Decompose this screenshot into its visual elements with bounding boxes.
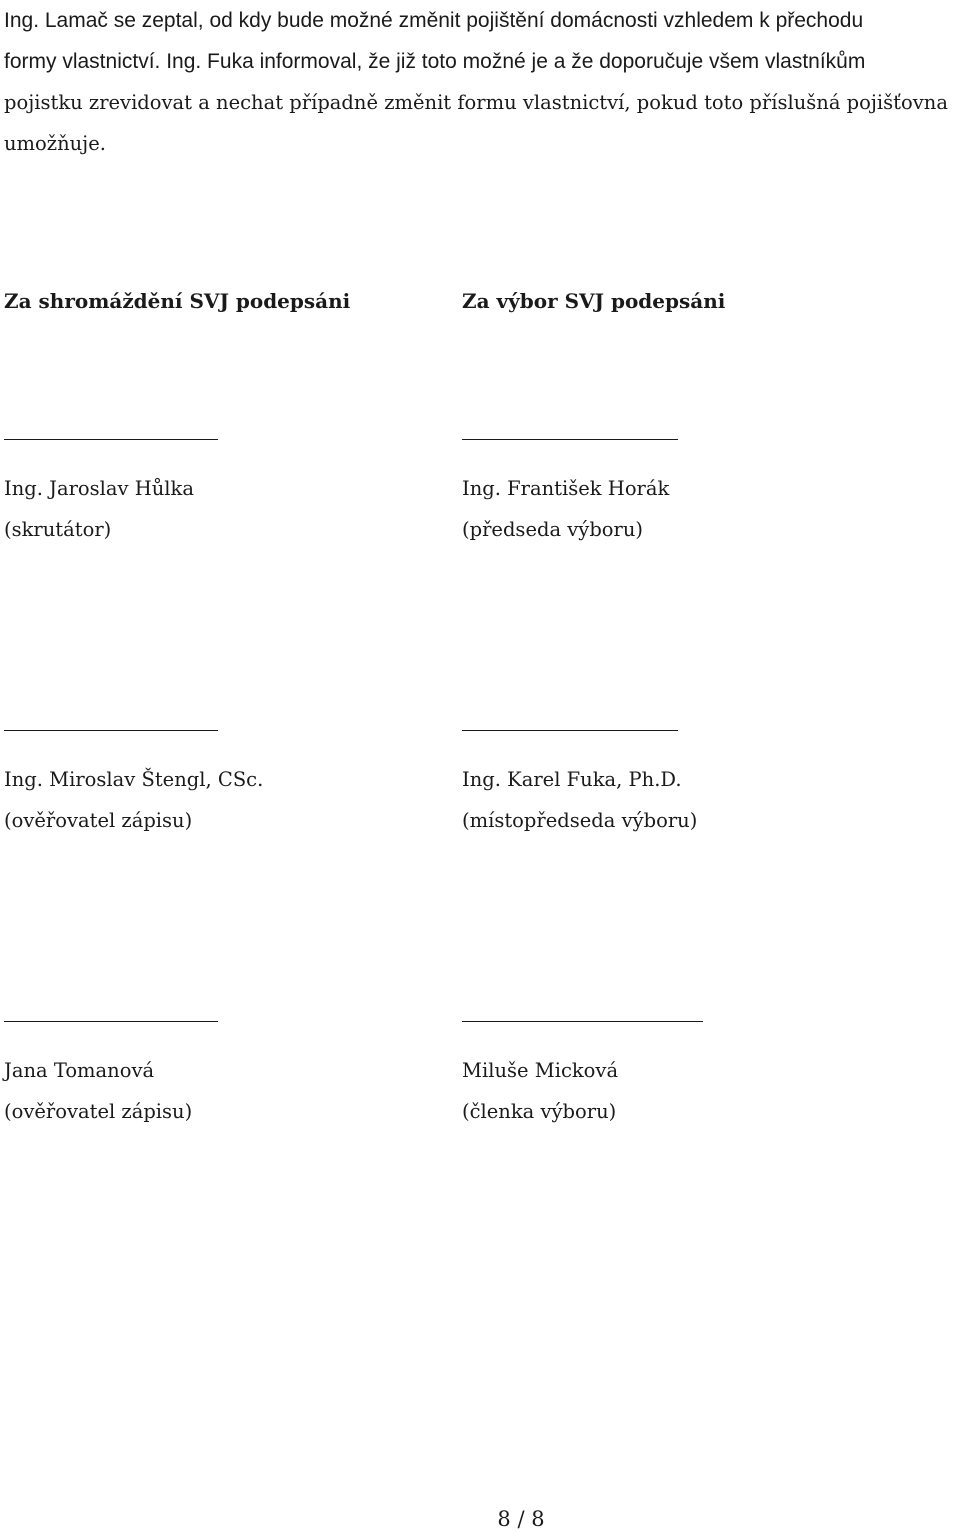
signatory-name: Ing. František Horák xyxy=(462,477,670,500)
signature-line xyxy=(462,1021,703,1022)
signatory-name: Ing. Jaroslav Hůlka xyxy=(4,477,194,500)
minutes-paragraph xyxy=(4,0,960,164)
signatory-role: (členka výboru) xyxy=(462,1100,617,1123)
signature-line xyxy=(4,1021,218,1022)
assembly-signatures-heading: Za shromáždění SVJ podepsáni xyxy=(4,289,351,313)
signatory-name: Ing. Miroslav Štengl, CSc. xyxy=(4,768,264,791)
signatory-role: (místopředseda výboru) xyxy=(462,809,698,832)
signatory-name: Jana Tomanová xyxy=(4,1059,155,1082)
paragraph-line: pojistku zrevidovat a nechat případně změnit formu vlastnictví, pokud toto příslušná pojišťovna xyxy=(4,91,948,114)
signature-line xyxy=(462,730,678,731)
signatory-role: (ověřovatel zápisu) xyxy=(4,1100,193,1123)
signatory-name: Miluše Micková xyxy=(462,1059,619,1082)
signatory-role: (skrutátor) xyxy=(4,518,112,541)
signature-line xyxy=(462,439,678,440)
signatory-role: (předseda výboru) xyxy=(462,518,644,541)
signature-line xyxy=(4,439,218,440)
committee-signatures-heading: Za výbor SVJ podepsáni xyxy=(462,289,726,313)
signature-line xyxy=(4,730,218,731)
signatory-name: Ing. Karel Fuka, Ph.D. xyxy=(462,768,682,791)
signatory-role: (ověřovatel zápisu) xyxy=(4,809,193,832)
paragraph-line: umožňuje. xyxy=(4,132,106,155)
page-number: 8 / 8 xyxy=(497,1507,545,1531)
paragraph-line: formy vlastnictví. Ing. Fuka informoval, že již toto možné je a že doporučuje všem vlastníkům xyxy=(4,50,866,73)
paragraph-line: Ing. Lamač se zeptal, od kdy bude možné změnit pojištění domácnosti vzhledem k přechodu xyxy=(4,9,864,32)
